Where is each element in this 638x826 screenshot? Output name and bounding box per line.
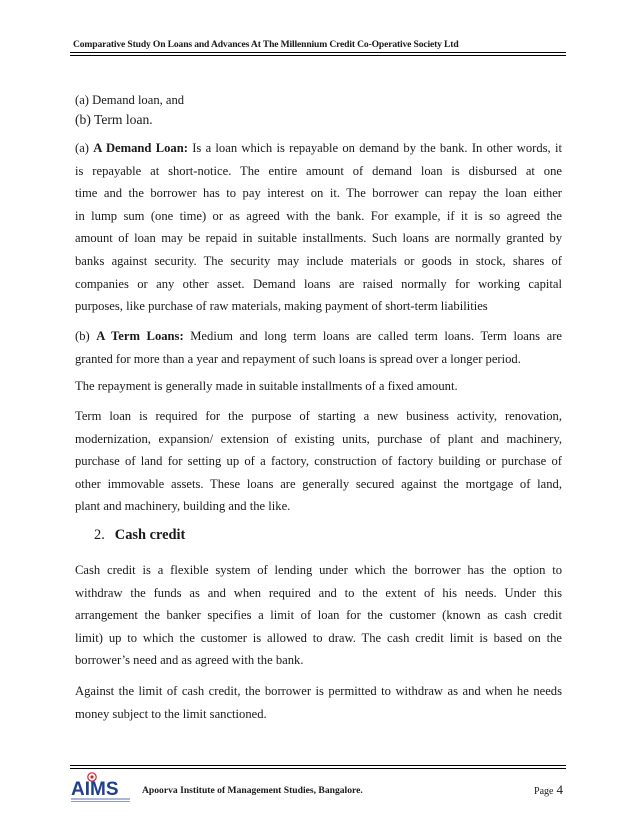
logo-wordmark: AIMS bbox=[71, 779, 119, 800]
header-rule bbox=[70, 52, 566, 53]
aims-logo bbox=[70, 770, 132, 804]
paragraph-line: Against the limit of cash credit, the borrower is permitted to withdraw as and when he needs bbox=[75, 684, 562, 698]
section-title: Cash credit bbox=[114, 527, 186, 543]
footer-institute: Apoorva Institute of Management Studies, Bangalore. bbox=[142, 785, 363, 796]
paragraph-line: Cash credit is a flexible system of lending under which the borrower has the option to bbox=[75, 563, 562, 577]
cash-credit-limit-paragraph bbox=[75, 680, 562, 725]
paragraph-line: purchase of land for setting up of a factory, construction of factory building or purchase of bbox=[75, 454, 562, 469]
paragraph-line: withdraw the funds as and when required and to the extent of his needs. Under this bbox=[75, 585, 562, 600]
paragraph-line: time and the borrower has to pay interest on it. The borrower can repay the loan either bbox=[75, 186, 562, 201]
paragraph-line: borrower’s need and as agreed with the bank. bbox=[75, 653, 304, 668]
paragraph-line: amount of loan may be repaid in suitable installments. Such loans are normally granted by bbox=[75, 231, 562, 246]
running-header: Comparative Study On Loans and Advances At The Millennium Credit Co-Operative Society Ltd bbox=[73, 39, 459, 50]
paragraph-line: limit) up to which the customer is allowed to draw. The cash credit limit is based on the bbox=[75, 630, 562, 645]
term-loan-purpose-paragraph bbox=[75, 405, 562, 518]
header-rule-thin bbox=[70, 55, 566, 56]
paragraph-line: banks against security. The security may include materials or goods in stock, shares of bbox=[75, 253, 562, 268]
paragraph-line: (b) A Term Loans: Medium and long term loans are called term loans. Term loans are bbox=[75, 329, 562, 343]
page-label: Page bbox=[534, 786, 554, 797]
paragraph-line: arrangement the banker specifies a limit of loan for the customer (known as cash credit bbox=[75, 608, 562, 623]
paragraph-line: modernization, expansion/ extension of existing units, purchase of plant and machinery, bbox=[75, 431, 562, 446]
demand-loan-term: A Demand Loan: bbox=[93, 141, 188, 155]
term-loans-paragraph bbox=[75, 325, 562, 370]
paragraph-line: (a) A Demand Loan: Is a loan which is repayable on demand by the bank. In other words, it bbox=[75, 141, 562, 155]
footer-rule-thin bbox=[70, 765, 566, 766]
page-number bbox=[534, 782, 563, 798]
paragraph-line: is repayable at short-notice. The entire amount of demand loan is disbursed at one bbox=[75, 163, 562, 178]
item-a: (a) Demand loan, and bbox=[75, 93, 185, 107]
paragraph-line: companies or any other asset. Demand loans are raised normally for working capital bbox=[75, 276, 562, 291]
paragraph-line: other immovable assets. These loans are generally secured against the mortgage of land, bbox=[75, 476, 562, 491]
repayment-paragraph: The repayment is generally made in suitable installments of a fixed amount. bbox=[75, 379, 458, 393]
section-heading-cash-credit bbox=[94, 527, 185, 544]
paragraph-line: Term loan is required for the purpose of starting a new business activity, renovation, bbox=[75, 409, 562, 423]
paragraph-line: granted for more than a year and repayment of such loans is spread over a longer period. bbox=[75, 351, 521, 366]
footer-rule bbox=[70, 768, 566, 769]
paragraph-line: money subject to the limit sanctioned. bbox=[75, 706, 267, 721]
item-b: (b) Term loan. bbox=[75, 112, 153, 127]
demand-loan-paragraph bbox=[75, 137, 562, 318]
page-number-value: 4 bbox=[556, 782, 563, 797]
paragraph-line: purposes, like purchase of raw materials, making payment of short-term liabilities bbox=[75, 299, 488, 314]
section-number: 2. bbox=[94, 527, 105, 543]
term-loans-term: A Term Loans: bbox=[96, 329, 184, 343]
cash-credit-paragraph bbox=[75, 559, 562, 672]
paragraph-line: plant and machinery, building and the like. bbox=[75, 499, 291, 514]
paragraph-line: in lump sum (one time) or as agreed with the bank. For example, if it is so agreed the bbox=[75, 208, 562, 223]
